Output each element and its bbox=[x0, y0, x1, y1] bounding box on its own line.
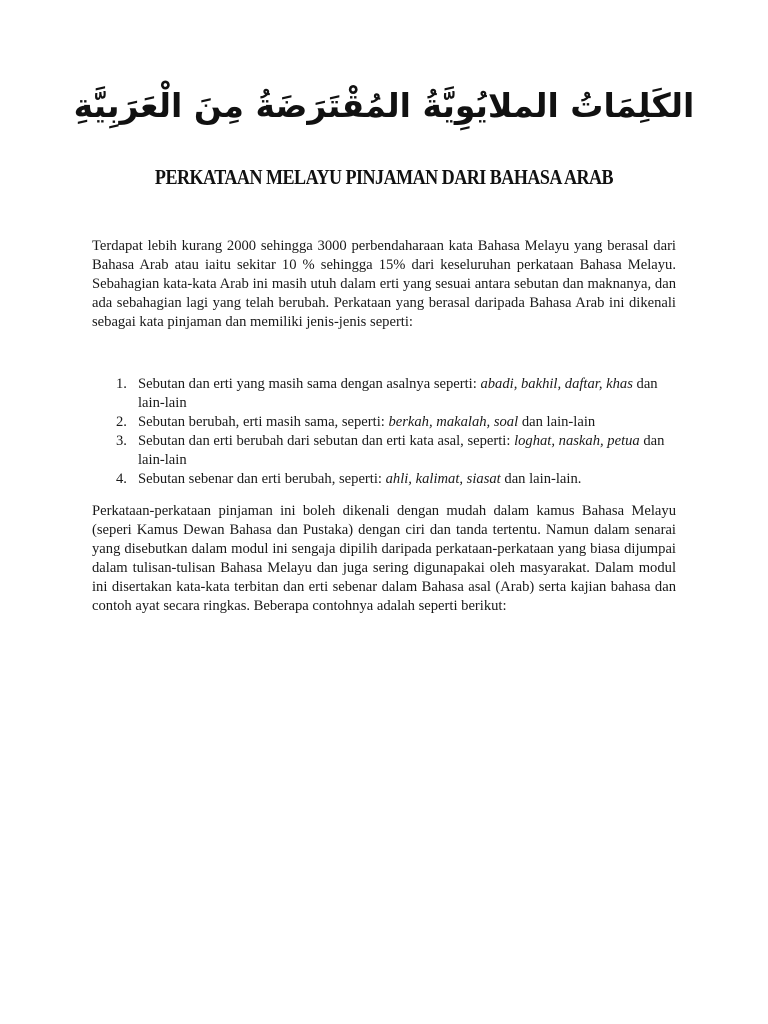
list-text: Sebutan dan erti yang masih sama dengan asalnya seperti: bbox=[138, 376, 481, 392]
list-text: Sebutan berubah, erti masih sama, seperti: bbox=[138, 414, 389, 430]
arabic-title: الكَلِمَاتُ الملايُوِيَّةُ المُقْتَرَضَةُ مِنَ الْعَرَبِيَّةِ bbox=[73, 86, 695, 125]
list-text: Sebutan sebenar dan erti berubah, seperti: bbox=[138, 471, 386, 487]
list-number: 3. bbox=[116, 433, 127, 449]
list-suffix: dan lain-lain. bbox=[500, 471, 582, 487]
closing-paragraph: Perkataan-perkataan pinjaman ini boleh dikenali dengan mudah dalam kamus Bahasa Melayu (seperi Kamus Dewan Bahasa dan Pustaka) dengan ciri dan tanda tertentu. Namun dalam senarai yang disebutkan dalam modul ini sengaja dipilih daripada perkataan-perkataan yang biasa dijumpai dalam tulisan-tulisan Bahasa Melayu dan juga sering digunapakai oleh masyarakat. Dalam modul ini disertakan kata-kata terbitan dan erti sebenar dalam Bahasa asal (Arab) serta kajian bahasa dan contoh ayat secara ringkas. Beberapa contohnya adalah seperti berikut: bbox=[92, 503, 676, 614]
list-item bbox=[92, 375, 676, 413]
list-suffix: dan lain-lain bbox=[518, 414, 596, 430]
list-examples: abadi, bakhil, daftar, khas bbox=[480, 376, 633, 392]
page-title: PERKATAAN MELAYU PINJAMAN DARI BAHASA ARAB bbox=[154, 165, 614, 189]
list-examples: berkah, makalah, soal bbox=[388, 414, 519, 430]
loanword-types-list bbox=[92, 375, 676, 489]
list-item bbox=[92, 413, 676, 432]
list-text: Sebutan dan erti berubah dari sebutan dan erti kata asal, seperti: bbox=[138, 433, 515, 449]
list-examples: loghat, naskah, petua bbox=[514, 433, 640, 449]
list-number: 1. bbox=[116, 376, 127, 392]
list-number: 2. bbox=[116, 414, 127, 430]
list-suffix: dan lain-lain bbox=[138, 376, 658, 411]
list-item bbox=[92, 470, 676, 489]
list-examples: ahli, kalimat, siasat bbox=[385, 471, 501, 487]
list-suffix: dan lain-lain bbox=[138, 433, 665, 468]
list-item bbox=[92, 432, 676, 470]
list-number: 4. bbox=[116, 471, 127, 487]
intro-paragraph: Terdapat lebih kurang 2000 sehingga 3000 perbendaharaan kata Bahasa Melayu yang berasal dari Bahasa Arab atau iaitu sekitar 10 % sehingga 15% dari keseluruhan perkataan Bahasa Melayu. Sebahagian kata-kata Arab ini masih utuh dalam erti yang sesuai antara sebutan dan maknanya, dan ada sebahagian lagi yang telah berubah. Perkataan yang berasal daripada Bahasa Arab ini dikenali sebagai kata pinjaman dan memiliki jenis-jenis seperti: bbox=[92, 238, 676, 330]
